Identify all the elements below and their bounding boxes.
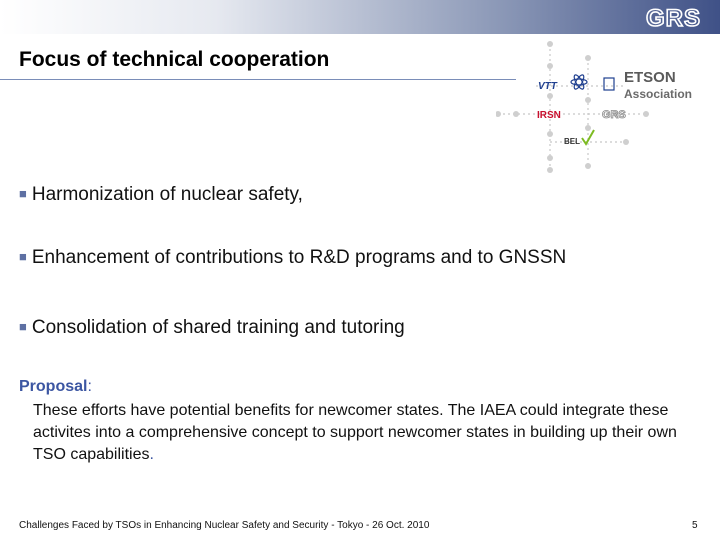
grs-logo [644,4,706,30]
irsn-logo: IRSN [537,110,561,121]
atom-icon [571,74,587,91]
proposal-label [19,378,92,396]
bullet-harmonization [19,184,303,206]
proposal-colon: : [87,378,92,395]
footer-text: Challenges Faced by TSOs in Enhancing Nuclear Safety and Security - Tokyo - 26 Oct. 2010 [19,520,430,531]
etson-subtitle: Association [624,87,693,101]
bullet-enhancement [19,247,566,269]
grs-small-logo: GRS [602,109,626,121]
page-title: Focus of technical cooperation [19,48,330,71]
bullet-consolidation [19,317,405,339]
proposal-text [33,400,713,466]
bullet-text: Harmonization of nuclear safety, [31,184,303,205]
proposal-body: These efforts have potential benefits for newcomer states. The IAEA could integrate these activites into a comprehensive concept to support newcomer states in building up their own TSO capabilities [33,402,677,463]
bel-logo: BEL [564,137,580,146]
bullet-text: Enhancement of contributions to R&D programs and to GNSSN [31,247,567,268]
square-bullet-icon: ■ [19,186,27,201]
proposal-end-mark: . [149,446,154,463]
title-divider [0,79,516,80]
bullet-text: Consolidation of shared training and tutoring [31,317,405,338]
grs-logo-text: GRS [646,5,702,30]
proposal-label-text: Proposal [19,378,88,395]
etson-network-graphic [496,38,696,176]
header-bar [0,0,720,34]
partner-emblem-icon [604,78,614,90]
square-bullet-icon: ■ [19,249,27,264]
vtt-logo: VTT [538,81,557,92]
checkmark-icon [582,130,594,144]
square-bullet-icon: ■ [19,319,27,334]
page-number: 5 [692,520,698,531]
etson-title: ETSON [624,69,676,86]
